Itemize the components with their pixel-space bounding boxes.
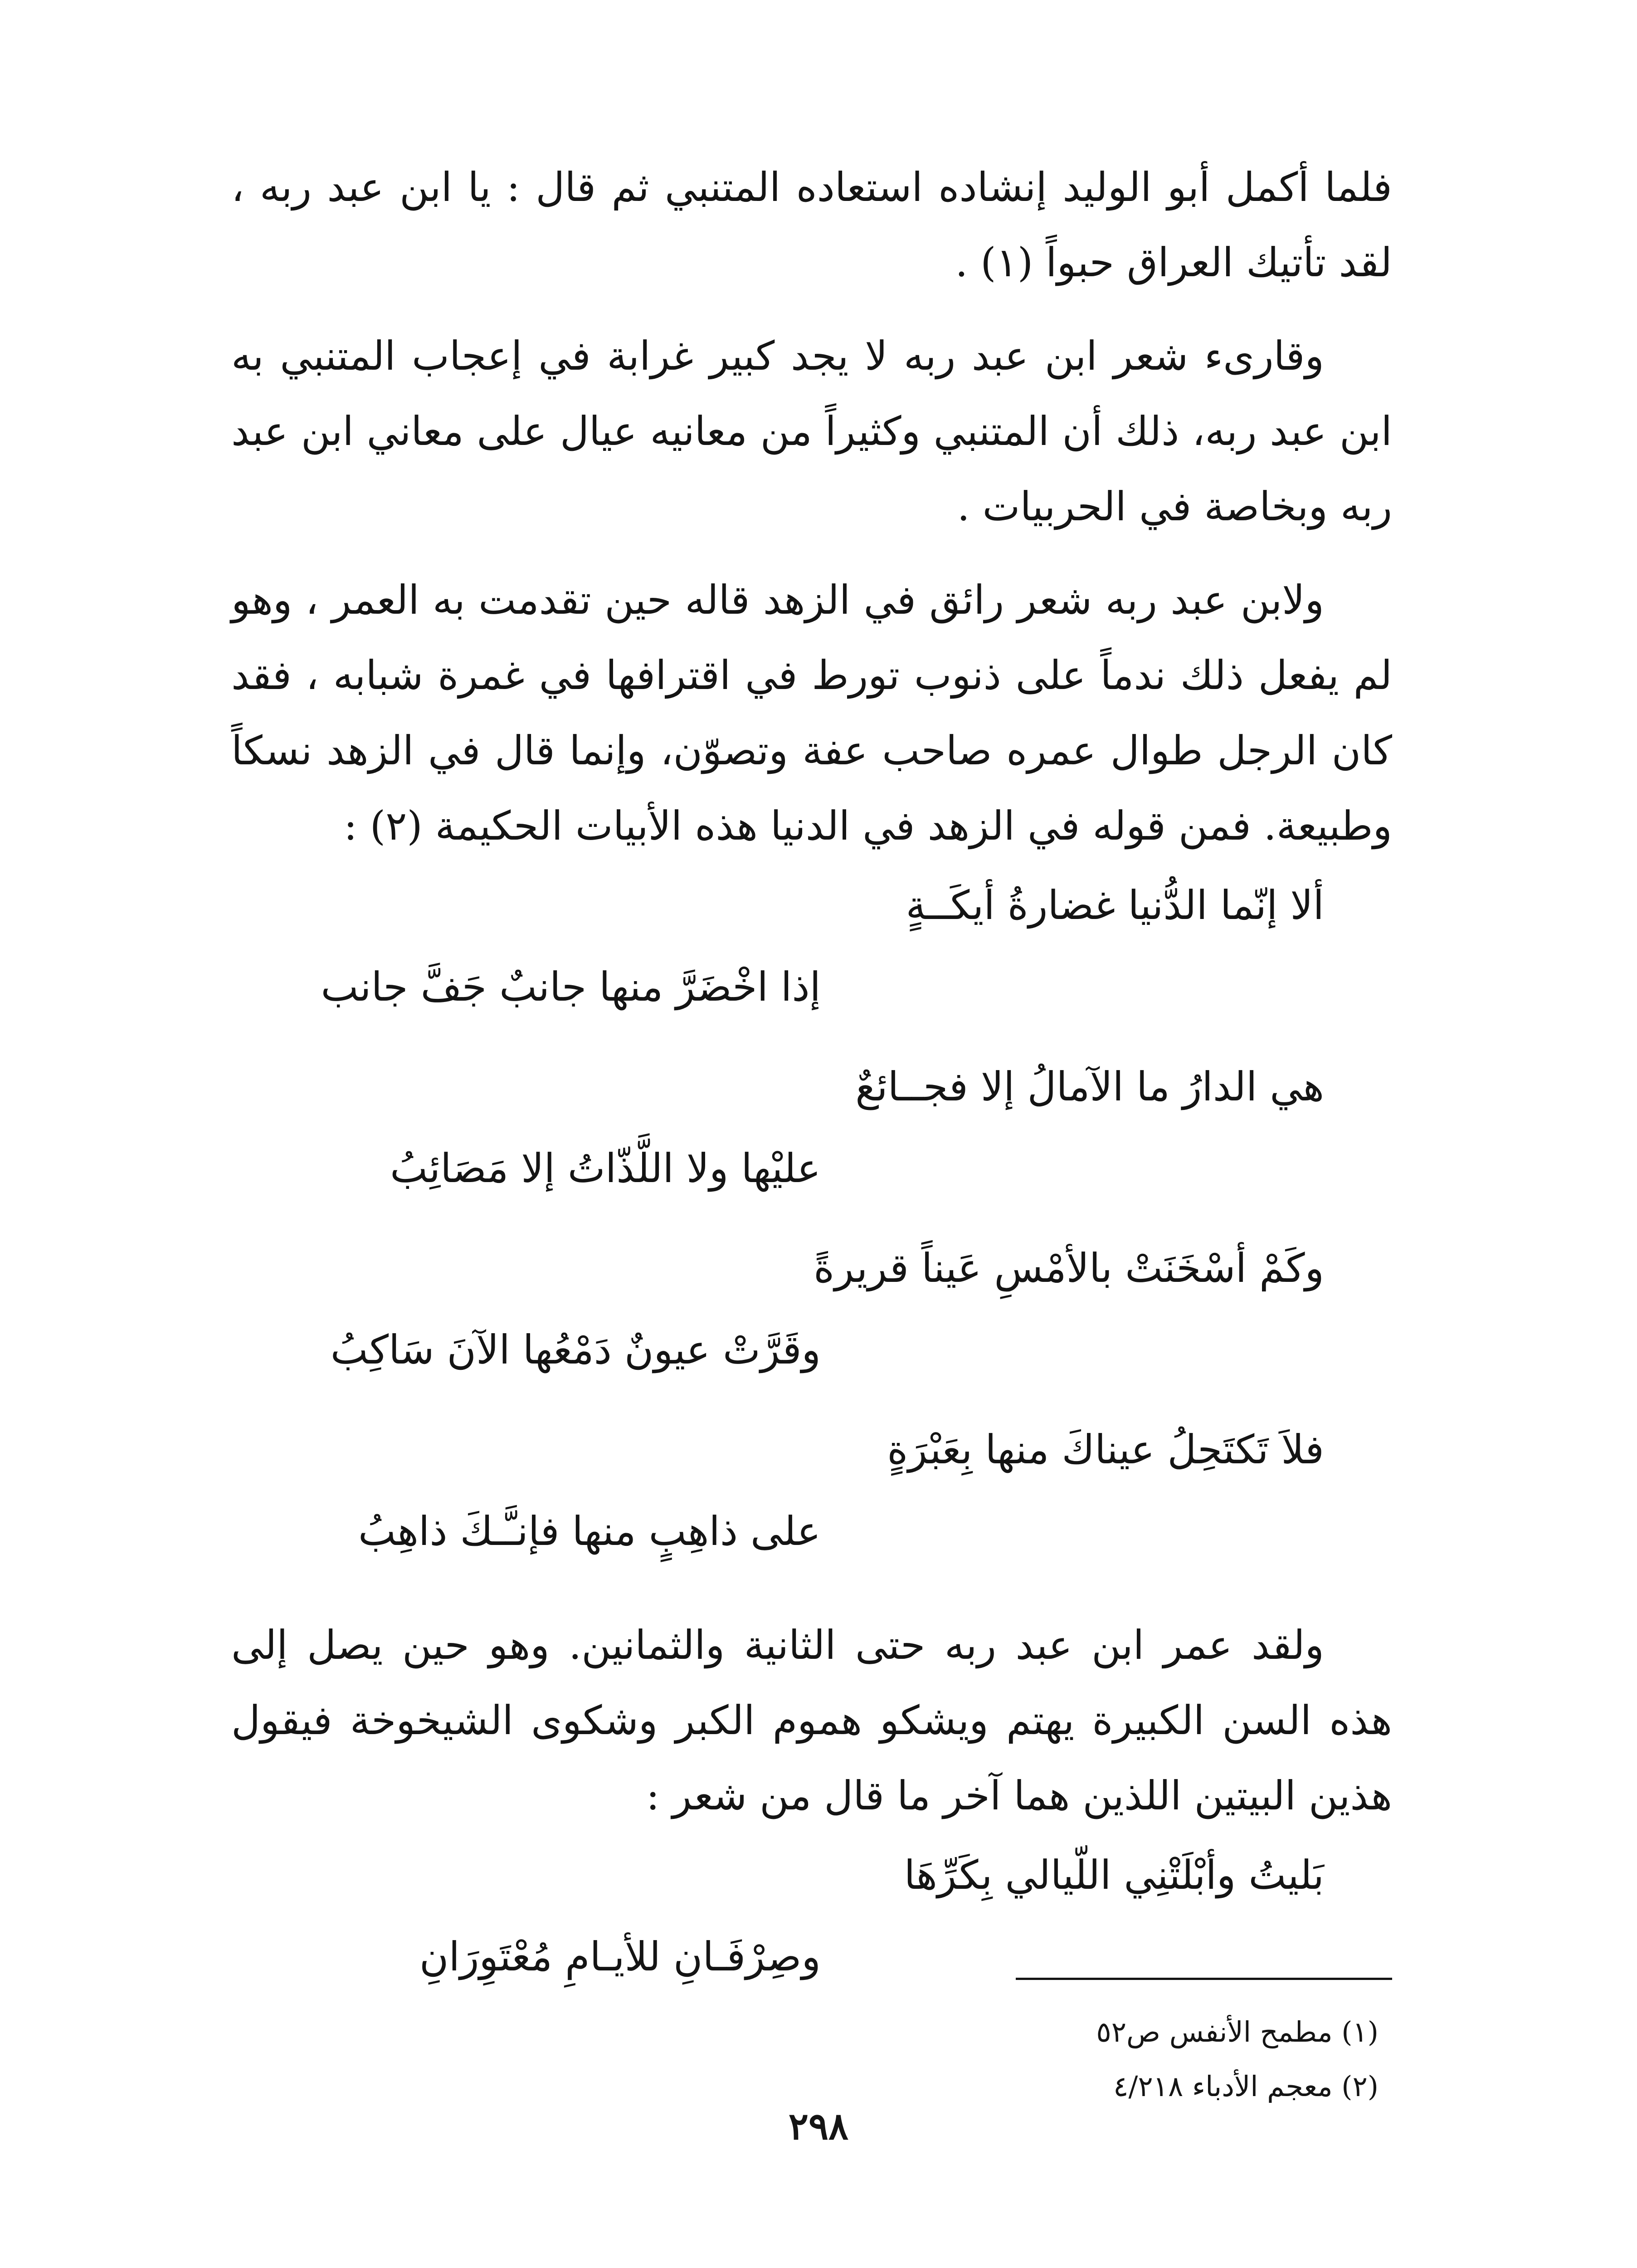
- footnote-2: (٢) معجم الأدباء ٤/٢١٨: [1113, 2070, 1379, 2103]
- paragraph-1: فلما أكمل أبو الوليد إنشاده استعاده المتنبي ثم قال : يا ابن عبد ربه ، لقد تأتيك العراق حبواً (١) .: [231, 164, 1392, 286]
- verse-second-hemistich: وقَرَّتْ عيونٌ دَمْعُها الآنَ سَاكِبُ: [330, 1326, 821, 1373]
- paragraph-4: ولقد عمر ابن عبد ربه حتى الثانية والثمانين. وهو حين يصل إلى هذه السن الكبيرة يهتم ويشكو هموم الكبر وشكوى الشيخوخة فيقول هذين البيتين اللذين هما آخر ما قال من شعر :: [231, 1622, 1392, 1819]
- paragraph-2: وقارىء شعر ابن عبد ربه لا يجد كبير غرابة في إعجاب المتنبي به ابن عبد ربه، ذلك أن المتنبي وكثيراً من معانيه عيال على معاني ابن عبد ربه وبخاصة في الحربيات .: [231, 332, 1392, 530]
- page-number: ٢٩٨: [788, 2105, 849, 2148]
- verse: [231, 1063, 1392, 1245]
- verse-second-hemistich: وصِرْفَـانِ للأيـامِ مُعْتَوِرَانِ: [419, 1933, 821, 1980]
- verse-second-hemistich: على ذاهِبٍ منها فإنـَّـكَ ذاهِبُ: [358, 1508, 821, 1554]
- paragraph-3: ولابن عبد ربه شعر رائق في الزهد قاله حين تقدمت به العمر ، وهو لم يفعل ذلك ندماً على ذنوب تورط في اقترافها في غمرة شبابه ، فقد كان الرجل طوال عمره صاحب عفة وتصوّن، وإنما قال في الزهد نسكاً وطبيعة. فمن قوله في الزهد في الدنيا هذه الأبيات الحكيمة (٢) :: [231, 577, 1392, 849]
- verse-first-hemistich: فلاَ تَكتَحِلُ عيناكَ منها بِعَبْرَةٍ: [887, 1426, 1324, 1473]
- verse: [231, 882, 1392, 1063]
- verse-second-hemistich: عليْها ولا اللَّذّاتُ إلا مَصَائِبُ: [390, 1145, 821, 1192]
- verse-second-hemistich: إذا اخْضَرَّ منها جانبٌ جَفَّ جانب: [321, 963, 821, 1010]
- footnote-separator: [1016, 1978, 1392, 1980]
- verse-first-hemistich: بَليتُ وأبْلَتْنِي اللّيالي بِكَرِّهَا: [904, 1852, 1324, 1898]
- verse-first-hemistich: وكَمْ أسْخَنَتْ بالأمْسِ عَيناً قريرةً: [814, 1245, 1324, 1291]
- main-text: [231, 150, 1392, 2033]
- poem-zuhd: [231, 882, 1392, 1608]
- verse-first-hemistich: هي الدارُ ما الآمالُ إلا فجــائعٌ: [855, 1063, 1324, 1110]
- verse: [231, 1426, 1392, 1608]
- footnote-1: (١) مطمح الأنفس ص٥٢: [1096, 2015, 1379, 2048]
- verse-first-hemistich: ألا إنّما الدُّنيا غضارةُ أيكَــةٍ: [906, 882, 1324, 929]
- verse: [231, 1245, 1392, 1426]
- footnotes: [1096, 2005, 1379, 2114]
